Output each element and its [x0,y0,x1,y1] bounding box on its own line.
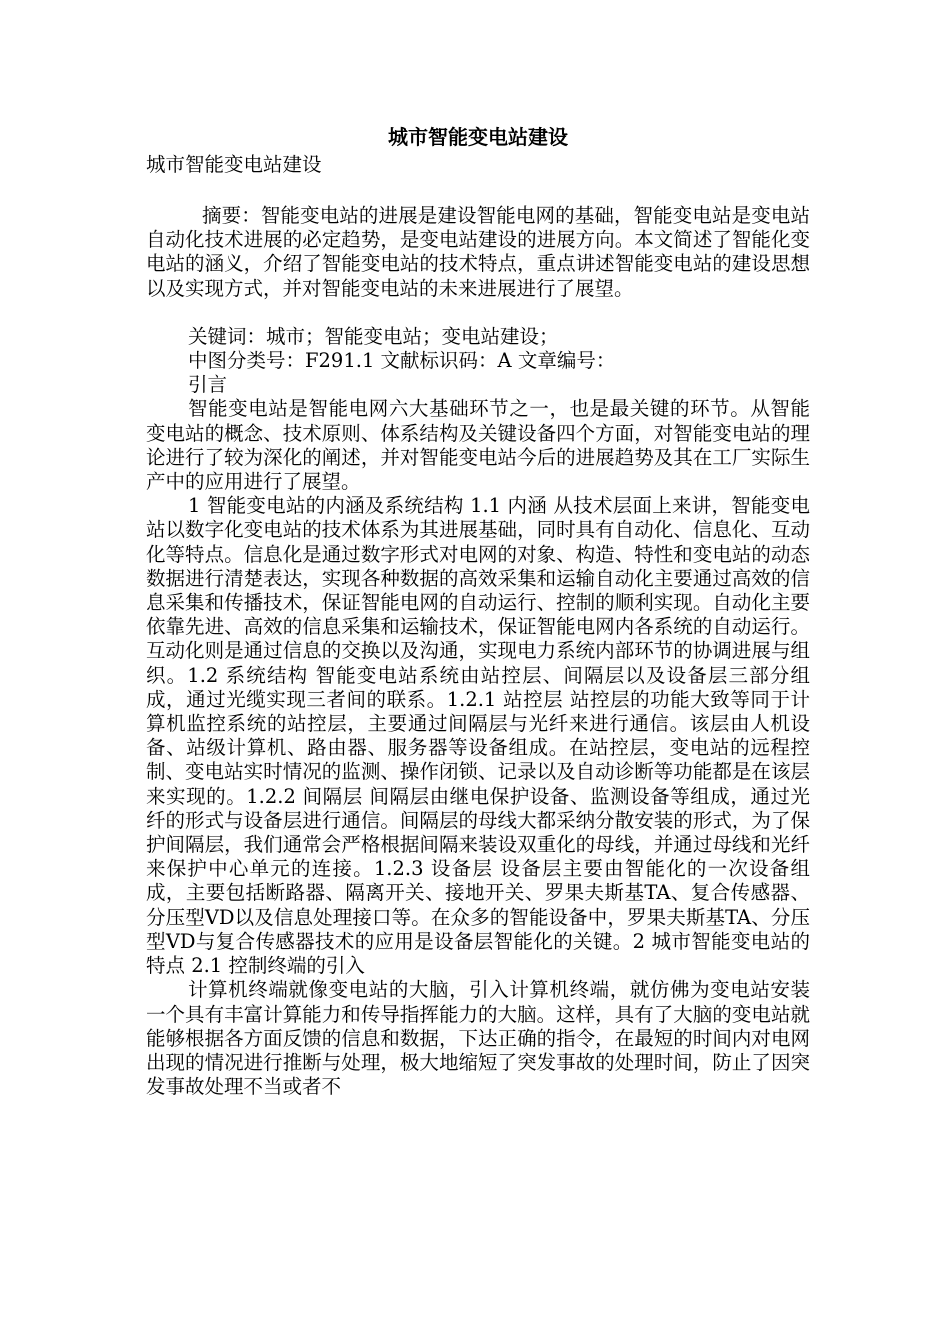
classification-line: 中图分类号：F291.1 文献标识码：A 文章编号： [188,349,616,373]
document-title: 城市智能变电站建设 [388,125,568,149]
section2-paragraph: 计算机终端就像变电站的大脑，引入计算机终端，就仿佛为变电站安装一个具有丰富计算能力和传导指挥能力的大脑。这样，具有了大脑的变电站就能够根据各方面反馈的信息和数据，下达正确的指令，在最短的时间内对电网出现的情况进行推断与处理，极大地缩短了突发事故的处理时间，防止了因突发事故处理不当或者不 [146,978,810,1099]
abstract-paragraph: 摘要：智能变电站的进展是建设智能电网的基础，智能变电站是变电站自动化技术进展的必定趋势，是变电站建设的进展方向。本文简述了智能化变电站的涵义，介绍了智能变电站的技术特点，重点讲述智能变电站的建设思想以及实现方式，并对智能变电站的未来进展进行了展望。 [146,204,810,300]
keywords-line: 关键词：城市；智能变电站；变电站建设； [188,324,559,348]
section1-paragraph: 1 智能变电站的内涵及系统结构 1.1 内涵 从技术层面上来讲，智能变电站以数字化变电站的技术体系为其进展基础，同时具有自动化、信息化、互动化等特点。信息化是通过数字形式对电网的对象、构造、特性和变电站的动态数据进行清楚表达，实现各种数据的高效采集和运输自动化主要通过高效的信息采集和传播技术，保证智能电网的自动运行、控制的顺利实现。自动化主要依靠先进、高效的信息采集和运输技术，保证智能电网内各系统的自动运行。互动化则是通过信息的交换以及沟通，实现电力系统内部环节的协调进展与组织。1.2 系统结构 智能变电站系统由站控层、间隔层以及设备层三部分组成，通过光缆实现三者间的联系。1.2.1 站控层 站控层的功能大致等同于计算机监控系统的站控层，主要通过间隔层与光纤来进行通信。该层由人机设备、站级计算机、路由器、服务器等设备组成。在站控层，变电站的远程控制、变电站实时情况的监测、操作闭锁、记录以及自动诊断等功能都是在该层来实现的。1.2.2 间隔层 间隔层由继电保护设备、监测设备等组成，通过光纤的形式与设备层进行通信。间隔层的母线大都采纳分散安装的形式，为了保护间隔层，我们通常会严格根据间隔来装设双重化的母线，并通过母线和光纤来保护中心单元的连接。1.2.3 设备层 设备层主要由智能化的一次设备组成，主要包括断路器、隔离开关、接地开关、罗果夫斯基TA、复合传感器、分压型VD以及信息处理接口等。在众多的智能设备中，罗果夫斯基TA、分压型VD与复合传感器技术的应用是设备层智能化的关键。2 城市智能变电站的特点 2.1 控制终端的引入 [146,494,810,978]
document-subtitle: 城市智能变电站建设 [146,153,322,176]
intro-heading: 引言 [188,373,228,397]
document-page [146,122,810,1099]
intro-paragraph: 智能变电站是智能电网六大基础环节之一，也是最关键的环节。从智能变电站的概念、技术原则、体系结构及关键设备四个方面，对智能变电站的理论进行了较为深化的阐述，并对智能变电站今后的进展趋势及其在工厂实际生产中的应用进行了展望。 [146,397,810,494]
